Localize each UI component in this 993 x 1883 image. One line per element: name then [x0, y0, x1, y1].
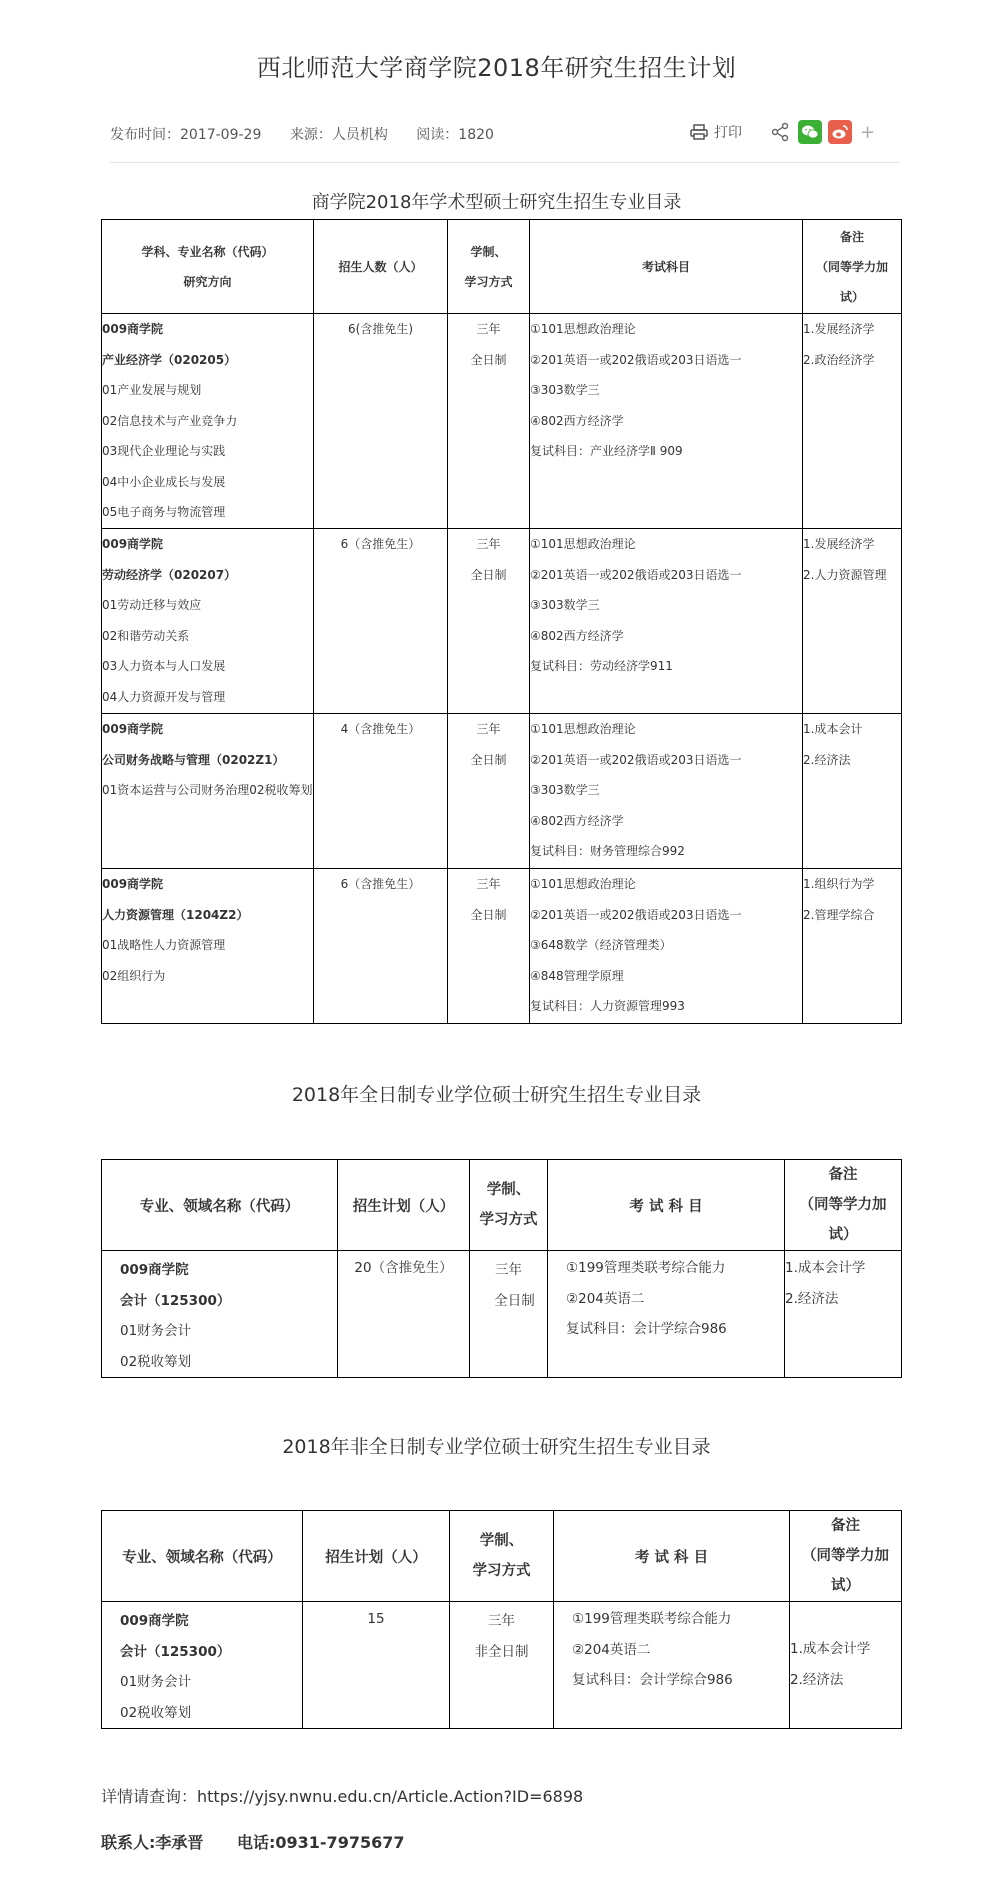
cell-line: 009商学院: [102, 537, 164, 551]
cell-line: 4（含推免生）: [340, 722, 421, 736]
major-cell: [102, 1251, 338, 1378]
cell-line: 复试科目：财务管理综合992: [530, 844, 685, 858]
parttime-catalog-table: [101, 1510, 902, 1729]
page-title: 西北师范大学商学院2018年研究生招生计划: [256, 54, 737, 82]
notes-cell: [803, 714, 902, 869]
major-cell: [102, 869, 314, 1024]
cell-line: 复试科目：会计学综合986: [572, 1672, 733, 1688]
exam-cell: [554, 1602, 790, 1729]
header-text: 备注: [839, 229, 864, 244]
cell-line: 三年: [476, 877, 501, 891]
header-count: 招生人数（人）: [314, 220, 448, 314]
table-row: [102, 714, 902, 869]
table-row: [102, 1251, 902, 1378]
cell-line: ④802西方经济学: [530, 628, 624, 643]
cell-line: 05电子商务与物流管理: [102, 505, 226, 519]
header-text: 学制、: [486, 1182, 531, 1198]
header-exams: 考 试 科 目: [548, 1160, 785, 1251]
cell-line: ②204英语二: [566, 1290, 645, 1307]
cell-line: 三年: [495, 1262, 522, 1278]
system-cell: [448, 869, 530, 1024]
major-cell: [102, 1602, 303, 1729]
wechat-icon: [801, 124, 819, 140]
count-cell: [314, 869, 448, 1024]
header-exams: 考 试 科 目: [554, 1511, 790, 1602]
header-text: 试）: [831, 1578, 860, 1594]
cell-line: ②204英语二: [572, 1641, 651, 1658]
header-text: 学制、: [470, 244, 507, 259]
weibo-icon: [831, 124, 849, 140]
cell-line: 2.政治经济学: [803, 352, 875, 367]
cell-line: 全日制: [494, 1292, 535, 1309]
header-text: 学习方式: [472, 1563, 531, 1579]
cell-line: 复试科目：人力资源管理993: [530, 999, 685, 1013]
cell-line: 全日制: [470, 907, 507, 922]
header-system: [448, 220, 530, 314]
cell-line: 三年: [476, 322, 501, 336]
notes-cell: [790, 1602, 902, 1729]
cell-line: 04中小企业成长与发展: [102, 474, 226, 489]
cell-line: 15: [367, 1611, 385, 1627]
cell-line: 2.经济法: [785, 1290, 839, 1307]
cell-line: ③648数学（经济管理类）: [530, 938, 672, 952]
header-major: [102, 220, 314, 314]
exam-cell: [530, 714, 803, 869]
cell-line: ③303数学三: [530, 783, 600, 797]
cell-line: 009商学院: [102, 322, 164, 336]
share-toolbar: [690, 120, 875, 144]
cell-line: 复试科目：产业经济学Ⅱ 909: [530, 444, 683, 458]
cell-line: 6(含推免生): [348, 322, 413, 336]
cell-line: 三年: [488, 1613, 515, 1629]
cell-line: 三年: [476, 537, 501, 551]
system-cell: [448, 529, 530, 714]
count-cell: [303, 1602, 450, 1729]
cell-line: 009商学院: [102, 877, 164, 891]
cell-line: 全日制: [470, 752, 507, 767]
cell-line: 01战略性人力资源管理: [102, 938, 226, 952]
count-cell: [338, 1251, 470, 1378]
cell-line: ②201英语一或202俄语或203日语选一: [530, 752, 742, 767]
publish-time: 发布时间：2017-09-29: [110, 127, 262, 143]
cell-line: 02和谐劳动关系: [102, 628, 190, 643]
system-cell: [448, 314, 530, 529]
system-cell: [470, 1251, 548, 1378]
cell-line: 全日制: [470, 352, 507, 367]
share-icon[interactable]: [770, 122, 790, 142]
cell-line: 1.成本会计: [803, 722, 863, 736]
notes-cell: [785, 1251, 902, 1378]
exam-cell: [548, 1251, 785, 1378]
cell-line: 03现代企业理论与实践: [102, 444, 226, 458]
header-count: 招生计划（人）: [338, 1160, 470, 1251]
cell-line: 03人力资本与人口发展: [102, 659, 226, 673]
major-cell: [102, 314, 314, 529]
cell-line: 公司财务战略与管理（0202Z1）: [102, 752, 285, 767]
table-header-row: [102, 1511, 902, 1602]
notes-cell: [803, 869, 902, 1024]
cell-line: 01资本运营与公司财务治理02税收筹划: [102, 783, 313, 797]
article-meta: [110, 124, 518, 144]
major-cell: [102, 529, 314, 714]
cell-line: 2.经济法: [790, 1671, 844, 1688]
cell-line: 1.发展经济学: [803, 537, 875, 551]
count-cell: [314, 529, 448, 714]
cell-line: 02组织行为: [102, 968, 166, 983]
cell-line: 20（含推免生）: [354, 1260, 453, 1276]
cell-line: 人力资源管理（1204Z2）: [102, 907, 249, 922]
header-major: 专业、领域名称（代码）: [102, 1511, 303, 1602]
fulltime-catalog-table: [101, 1159, 902, 1378]
exam-cell: [530, 314, 803, 529]
cell-line: ②201英语一或202俄语或203日语选一: [530, 567, 742, 582]
cell-line: 1.发展经济学: [803, 322, 875, 336]
header-text: 试）: [828, 1227, 858, 1243]
header-text: （同等学力加: [815, 259, 888, 274]
cell-line: 非全日制: [474, 1643, 529, 1660]
cell-line: 1.成本会计学: [790, 1641, 871, 1657]
cell-line: 01产业发展与规划: [102, 383, 202, 397]
header-count: 招生计划（人）: [303, 1511, 450, 1602]
system-cell: [448, 714, 530, 869]
notes-cell: [803, 529, 902, 714]
header-text: 学制、: [479, 1533, 524, 1549]
cell-line: 全日制: [470, 567, 507, 582]
cell-line: 6（含推免生）: [340, 537, 421, 551]
cell-line: 1.成本会计学: [785, 1260, 866, 1276]
cell-line: 02税收筹划: [120, 1704, 192, 1721]
table-row: [102, 1602, 902, 1729]
cell-line: ④802西方经济学: [530, 413, 624, 428]
header-text: 学习方式: [464, 274, 513, 289]
cell-line: 6（含推免生）: [340, 877, 421, 891]
printer-icon: [690, 124, 708, 140]
cell-line: 2.经济法: [803, 752, 851, 767]
detail-link[interactable]: 详情请查询：https://yjsy.nwnu.edu.cn/Article.Action?ID=6898: [101, 1787, 584, 1806]
cell-line: 产业经济学（020205）: [102, 352, 237, 367]
cell-line: ①199管理类联考综合能力: [566, 1260, 726, 1276]
cell-line: 劳动经济学（020207）: [102, 567, 237, 582]
weibo-share-button[interactable]: [828, 120, 852, 144]
cell-line: 009商学院: [120, 1613, 189, 1629]
print-label: 打印: [714, 125, 742, 141]
section-title-academic: 商学院2018年学术型硕士研究生招生专业目录: [311, 192, 682, 213]
table-header-row: [102, 220, 902, 314]
cell-line: ①101思想政治理论: [530, 537, 636, 551]
cell-line: 2.人力资源管理: [803, 567, 887, 582]
divider: [110, 162, 900, 163]
cell-line: 01财务会计: [120, 1674, 192, 1690]
cell-line: 会计（125300）: [120, 1643, 231, 1660]
section-title-parttime: 2018年非全日制专业学位硕士研究生招生专业目录: [282, 1436, 711, 1458]
major-cell: [102, 714, 314, 869]
cell-line: 009商学院: [120, 1262, 189, 1278]
exam-cell: [530, 869, 803, 1024]
cell-line: 04人力资源开发与管理: [102, 689, 226, 704]
print-button[interactable]: [690, 122, 742, 142]
cell-line: 01劳动迁移与效应: [102, 598, 202, 612]
wechat-share-button[interactable]: [798, 120, 822, 144]
cell-line: ①101思想政治理论: [530, 322, 636, 336]
cell-line: ②201英语一或202俄语或203日语选一: [530, 907, 742, 922]
header-text: 研究方向: [183, 274, 232, 289]
exam-cell: [530, 529, 803, 714]
cell-line: ④802西方经济学: [530, 813, 624, 828]
contact-phone: 电话:0931-7975677: [236, 1833, 405, 1852]
header-text: 试）: [839, 289, 864, 304]
header-notes: [790, 1511, 902, 1602]
cell-line: 复试科目：会计学综合986: [566, 1321, 727, 1337]
section-title-fulltime: 2018年全日制专业学位硕士研究生招生专业目录: [291, 1084, 702, 1106]
academic-catalog-table: [101, 219, 902, 1024]
count-cell: [314, 714, 448, 869]
header-text: 学习方式: [479, 1212, 538, 1228]
cell-line: 2.管理学综合: [803, 907, 875, 922]
source: 来源：人员机构: [289, 127, 388, 143]
header-text: 备注: [831, 1518, 860, 1534]
cell-line: 01财务会计: [120, 1323, 192, 1339]
header-notes: [803, 220, 902, 314]
read-count: 阅读：1820: [416, 127, 494, 143]
cell-line: 009商学院: [102, 722, 164, 736]
header-text: 备注: [828, 1167, 858, 1183]
header-text: （同等学力加: [802, 1548, 889, 1564]
table-row: [102, 869, 902, 1024]
cell-line: ③303数学三: [530, 598, 600, 612]
table-row: [102, 314, 902, 529]
header-text: （同等学力加: [799, 1197, 887, 1213]
cell-line: ②201英语一或202俄语或203日语选一: [530, 352, 742, 367]
header-system: [470, 1160, 548, 1251]
cell-line: 02税收筹划: [120, 1353, 192, 1370]
contact-person: 联系人:李承晋: [101, 1833, 204, 1852]
cell-line: 复试科目：劳动经济学911: [530, 659, 673, 673]
cell-line: ①101思想政治理论: [530, 877, 636, 891]
cell-line: 会计（125300）: [120, 1292, 231, 1309]
header-text: 学科、专业名称（代码）: [141, 244, 274, 259]
contact-info: [101, 1830, 433, 1853]
more-share-button[interactable]: +: [860, 121, 876, 143]
system-cell: [450, 1602, 554, 1729]
cell-line: ③303数学三: [530, 383, 600, 397]
header-system: [450, 1511, 554, 1602]
header-major: 专业、领域名称（代码）: [102, 1160, 338, 1251]
cell-line: 三年: [476, 722, 501, 736]
notes-cell: [803, 314, 902, 529]
cell-line: ④848管理学原理: [530, 968, 624, 983]
cell-line: 1.组织行为学: [803, 877, 875, 891]
count-cell: [314, 314, 448, 529]
cell-line: ①101思想政治理论: [530, 722, 636, 736]
header-notes: [785, 1160, 902, 1251]
cell-line: ①199管理类联考综合能力: [572, 1611, 732, 1627]
table-row: [102, 529, 902, 714]
table-header-row: [102, 1160, 902, 1251]
header-exams: 考试科目: [530, 220, 803, 314]
cell-line: 02信息技术与产业竞争力: [102, 413, 238, 428]
